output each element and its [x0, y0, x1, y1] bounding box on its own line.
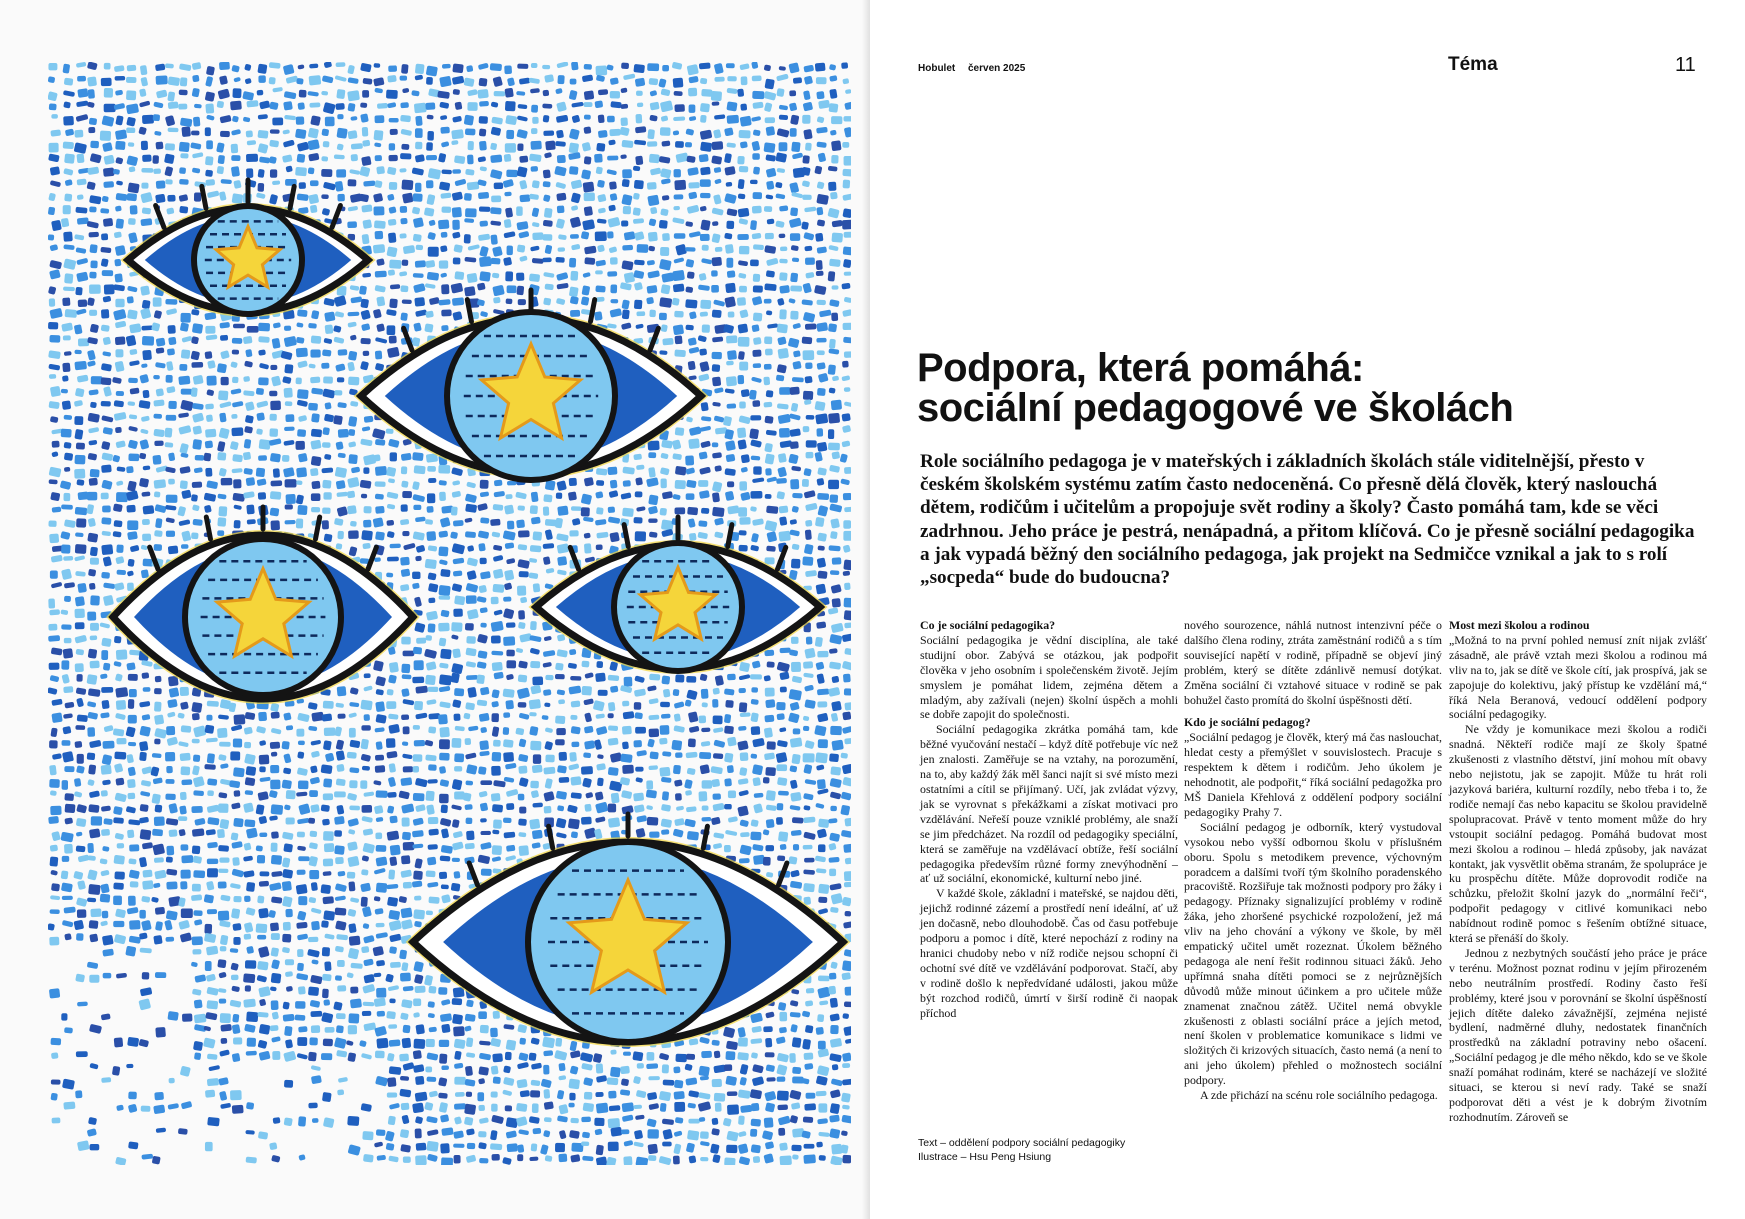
- text-credit: Text – oddělení podpory sociální pedagogiky: [918, 1137, 1126, 1149]
- paragraph: „Možná to na první pohled nemusí znít nijak zvlášť zásadně, ale právě vztah mezi školou a rodinou má vliv na to, jak se dítě ve škole cítí, jak prospívá, jak se zapojuje do kolektivu, jaký přístup ke vzdělání má,“ říká Nela Beranová, vedoucí oddělení podpory sociální pedagogiky.: [1449, 632, 1707, 722]
- paragraph: „Sociální pedagog je člověk, který má čas naslouchat, hledat cesty a přemýšlet v souvislostech. Pracuje s respektem k dětem i rodičům. Jeho úkolem je nehodnotit, ale podpořit,“ říká sociální pedagožka pro MŠ Daniela Křehlová z oddělení podpory sociální pedagogiky Prahy 7.: [1184, 730, 1442, 819]
- illustration-credit: Ilustrace – Hsu Peng Hsiung: [918, 1151, 1052, 1163]
- section-label: Téma: [1448, 54, 1498, 75]
- article-column-2: [1184, 618, 1442, 1103]
- section-heading: Co je sociální pedagogika?: [920, 618, 1056, 632]
- eyes-illustration: [48, 62, 851, 1165]
- lead-paragraph: Role sociálního pedagoga je v mateřských i základních školách stále viditelnější, přesto v českém školském systému zatím často nedoceněná. Co přesně dělá člověk, který naslouchá dětem, rodičům i učitelům a propojuje svět rodiny a školy? Často pomáhá tam, kde se věci zadrhnou. Jeho práce je pestrá, nenápadná, a přitom klíčová. Co je přesně sociální pedagogika a jak vypadá běžný den sociálního pedagoga, jak projekt na Sedmičce vznikal a jak to s rolí „socpeda“ bude do budoucna?: [920, 451, 1695, 589]
- headline-line-2: sociální pedagogové ve školách: [917, 386, 1514, 430]
- magazine-name: Hobulet: [918, 63, 956, 74]
- page-number: 11: [1675, 54, 1696, 76]
- paragraph: Jednou z nezbytných součástí jeho práce je práce v terénu. Možnost poznat rodinu v jejím přirozeném nebo neutrálním prostředí. Rodiny často řeší problémy, které jsou v porovnání se školní úspěšností jejich dítěte daleko závažnější, zejména nejisté bydlení, nadměrné dluhy, nedostatek finančních prostředků na základní potraviny nebo ošacení. „Sociální pedagog je dle mého někdo, kdo se ve škole snaží pomáhat rodinám, které se nacházejí ve složité situaci, se kterou si neví rady. Také se snaží podporovat děti a vést je k dobrým životním rozhodnutím. Zároveň se: [1449, 945, 1707, 1124]
- paragraph: V každé škole, základní i mateřské, se najdou děti, jejichž rodinné zázemí a prostředí není ideální, ať už jen dočasně, nebo dlouhodobě. Čas od času potřebuje podporu a pomoc i dítě, které nepochází z rodiny na hranici chudoby nebo v níž rodiče nejsou schopní či ochotní své dítě ve vzdělávání podporovat. Stačí, aby v rodině došlo k nepředvídané události, jakou může být rozchod rodičů, úmrtí v širší rodině či naopak příchod: [920, 886, 1178, 1020]
- headline: [917, 348, 1697, 428]
- section-heading: Most mezi školou a rodinou: [1449, 618, 1590, 632]
- issue-date: červen 2025: [968, 63, 1026, 74]
- eye: [536, 517, 820, 671]
- headline-line-1: Podpora, která pomáhá:: [917, 346, 1364, 390]
- paragraph: Sociální pedagogika zkrátka pomáhá tam, kde běžné vyučování nestačí – když dítě potřebuje víc než jen znalosti. Zaměřuje se na vztahy, na porozumění, na to, aby každý žák měl šanci najít si své místo mezi ostatními a cítil se přijímaný. Učí, jak zvládat výzvy, jak se vyrovnat s překážkami a získat motivaci pro vzdělávání. Neřeší pouze vzniklé problémy, ale snaží se jim předcházet. Na rozdíl od pedagogiky speciální, která se zaměřuje na vzdělávací obtíže, řeší sociální pedagogika především různé formy znevýhodnění – ať už sociální, ekonomické, kulturní nebo jiné.: [920, 722, 1178, 886]
- eye: [361, 290, 701, 480]
- paragraph: nového sourozence, náhlá nutnost intenzivní péče o dalšího člena rodiny, ztráta zaměstnání rodičů a s tím související napětí v rodině, případně se objeví jiný problém, který se dítěte zdánlivě nemusí dotýkat. Změna sociální či vztahové situace v rodině se pak bohužel často promítá do školní úspěšnosti dětí.: [1184, 618, 1442, 707]
- paragraph: Sociální pedagog je odborník, který vystudoval vysokou nebo vyšší odbornou školu v příslušném oboru. Spolu s metodikem prevence, výchovným poradcem a dalšími tvoří tým školního poradenského pracoviště. Rozšiřuje tak možnosti podpory pro žáky i pedagogy. Příznaky signalizující problémy v rodině žáka, jeho zhoršené psychické rozpoložení, jež má vliv na jeho chování a výkony ve škole, by měl empatický učitel umět rozeznat. Úkolem běžného pedagoga ale není řešit rodinnou situaci žáků. Jeho upřímná snaha dítěti pomoci se z nejrůznějších důvodů může minout účinkem a pro učitele může znamenat značnou zátěž. Učitel nemá obvykle zkušenosti z oblasti sociální práce a jejích metod, není školen v problematice komunikace s lidmi ve složitých či krizových situacích, často nemá (a není to ani jeho úkolem) přehled o možnostech sociální podpory.: [1184, 819, 1442, 1088]
- credits: [918, 1136, 1125, 1164]
- paragraph: Sociální pedagogika je vědní disciplína, ale také studijní obor. Zabývá se otázkou, jak podpořit člověka v jeho osobním i společenském životě. Jejím smyslem je pomáhat lidem, zejména dětem a mladým, aby zažívali (nejen) školní úspěch a mohli se dobře zapojit do společnosti.: [920, 632, 1178, 722]
- article-column-1: [920, 618, 1178, 1020]
- article-column-3: [1449, 618, 1707, 1125]
- paragraph: Ne vždy je komunikace mezi školou a rodiči snadná. Někteří rodiče mají ze školy špatné zkušenosti z vlastního dětství, jiní mohou mít obavy nebo nejistotu, jak se zapojit. Může tu hrát roli jazyková bariéra, kulturní rozdíly, nebo třeba i to, že rodiče nemají čas nebo kapacitu se školou pravidelně spolupracovat. Právě v tento moment může do hry vstoupit sociální pedagog. Pomáhá budovat most mezi školou a rodinou – hledá způsoby, jak navázat kontakt, jak vysvětlit oběma stranám, že spolupráce je ku prospěchu dítěte. Může doprovodit rodiče na schůzku, přeložit školní jazyk do „normální řeči“, podpořit pedagogy v citlivé komunikaci nebo nabídnout rodině pomoc s řešením obtížné situace, která se přenáší do školy.: [1449, 722, 1707, 946]
- section-heading: Kdo je sociální pedagog?: [1184, 715, 1311, 730]
- paragraph: A zde přichází na scénu role sociálního pedagoga.: [1200, 1088, 1438, 1103]
